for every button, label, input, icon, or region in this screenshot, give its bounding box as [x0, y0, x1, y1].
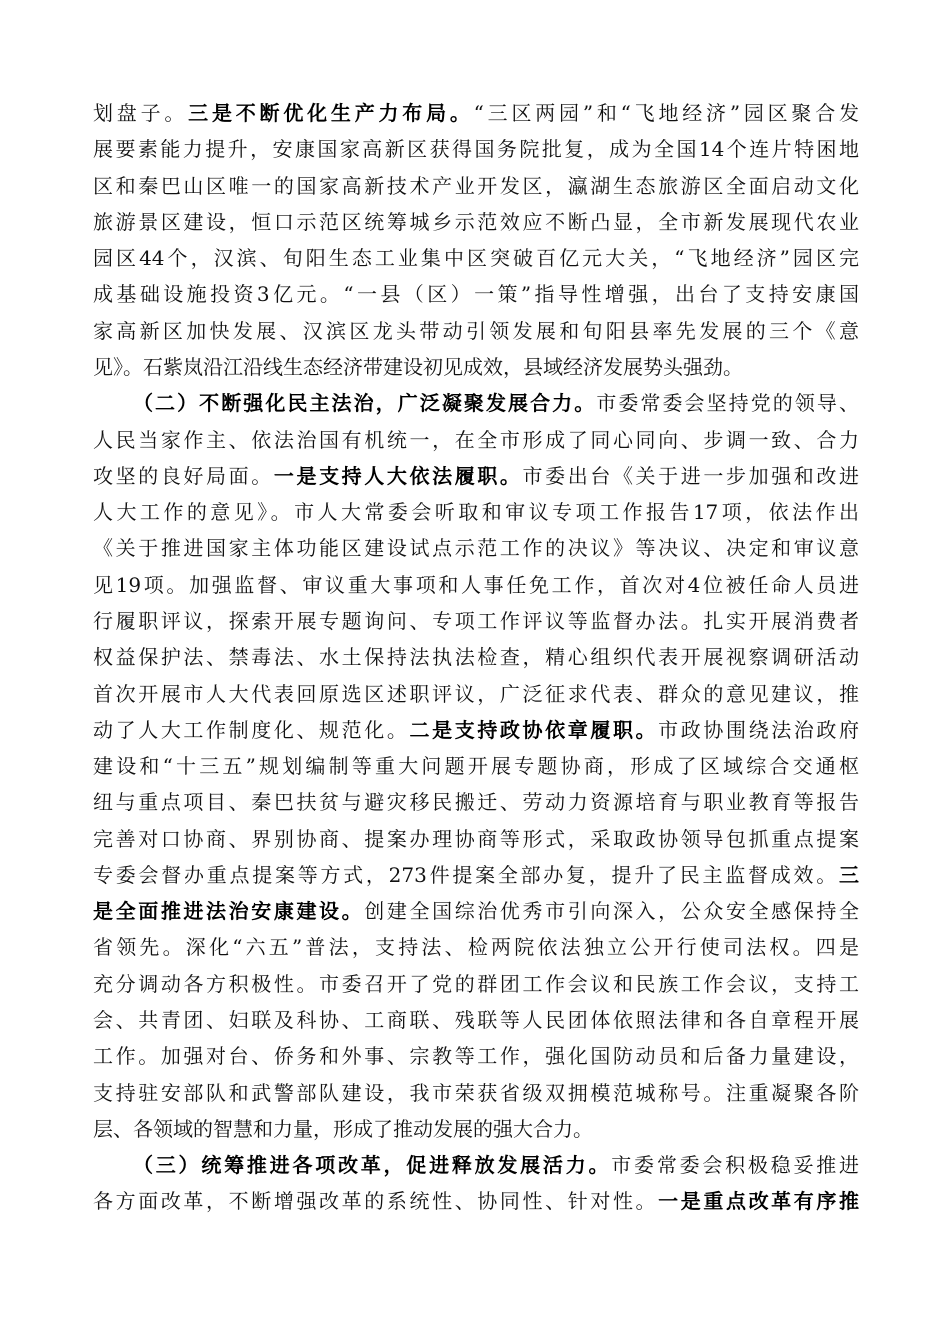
text-run: 完善对口协商、界别协商、提案办理协商等形式，采取政协领导包抓重点提案 — [93, 826, 859, 851]
text-run: 创建全国综治优秀市引向深入，公众安全感保持全 — [364, 899, 859, 924]
text-run: 支持驻安部队和武警部队建设，我市荣获省级双拥模范城称号。注重凝聚各阶 — [93, 1080, 859, 1105]
text-run: 展要素能力提升，安康国家高新区获得国务院批复，成为全国14个连片特困地 — [93, 137, 859, 162]
text-run: 市委出台《关于进一步加强和改进 — [522, 463, 859, 488]
text-run: 市委常委会积极稳妥推进 — [611, 1153, 859, 1178]
text-line — [93, 639, 859, 675]
text-run: 《关于推进国家主体功能区建设试点示范工作的决议》等决议、决定和审议意 — [93, 536, 859, 561]
text-run: 园区44个，汉滨、旬阳生态工业集中区突破百亿元大关，“飞地经济”园区完 — [93, 246, 859, 271]
text-run: 家高新区加快发展、汉滨区龙头带动引领发展和旬阳县率先发展的三个《意 — [93, 318, 859, 343]
text-run: 工作。加强对台、侨务和外事、宗教等工作，强化国防动员和后备力量建设， — [93, 1044, 859, 1069]
text-line — [93, 240, 859, 276]
text-line — [93, 1111, 859, 1147]
text-run: 首次开展市人大代表回原选区述职评议，广泛征求代表、群众的意见建议，推 — [93, 681, 859, 706]
text-run: “三区两园”和“飞地经济”园区聚合发 — [473, 101, 859, 125]
text-line — [93, 95, 859, 131]
bold-heading-run: （二）不断强化民主法治，广泛凝聚发展合力。 — [133, 391, 597, 416]
text-run: 划盘子。 — [93, 101, 189, 125]
text-run: 成基础设施投资3亿元。“一县（区）一策”指导性增强，出台了支持安康国 — [93, 282, 859, 307]
text-line — [93, 748, 859, 784]
text-line — [93, 530, 859, 566]
text-run: 区和秦巴山区唯一的国家高新技术产业开发区，瀛湖生态旅游区全面启动文化 — [93, 173, 859, 198]
text-run: 人大工作的意见》。市人大常委会听取和审议专项工作报告17项，依法作出 — [93, 500, 859, 525]
text-line — [93, 784, 859, 820]
bold-heading-run: 一是支持人大依法履职。 — [273, 463, 523, 488]
text-line — [93, 966, 859, 1002]
text-line — [93, 276, 859, 312]
text-line — [93, 204, 859, 240]
text-run: 市政协围绕法治政府 — [658, 717, 859, 742]
text-line — [93, 168, 859, 204]
text-line — [93, 422, 859, 458]
text-line — [93, 349, 859, 385]
text-line — [133, 1147, 859, 1183]
text-line — [93, 821, 859, 857]
text-run: 纽与重点项目、秦巴扶贫与避灾移民搬迁、劳动力资源培育与职业教育等报告 — [93, 790, 859, 815]
bold-heading-run: 一是重点改革有序推 — [658, 1189, 859, 1214]
bold-heading-run: 二是支持政协依章履职。 — [409, 717, 659, 742]
text-run: 会、共青团、妇联及科协、工商联、残联等人民团体依照法律和各自章程开展 — [93, 1008, 859, 1032]
text-line — [93, 603, 859, 639]
text-run: 攻坚的良好局面。 — [93, 463, 274, 488]
text-run: 充分调动各方积极性。市委召开了党的群团工作会议和民族工作会议，支持工 — [93, 971, 859, 996]
text-line — [133, 385, 859, 421]
text-line — [93, 712, 859, 748]
text-line — [93, 676, 859, 712]
text-run: 见》。石紫岚沿江沿线生态经济带建设初见成效，县域经济发展势头强劲。 — [93, 355, 743, 379]
text-run: 省领先。深化“六五”普法，支持法、检两院依法独立公开行使司法权。四是 — [93, 935, 859, 960]
text-line — [93, 131, 859, 167]
text-run: 人民当家作主、依法治国有机统一，在全市形成了同心同向、步调一致、合力 — [93, 427, 859, 452]
text-run: 建设和“十三五”规划编制等重大问题开展专题协商，形成了区域综合交通枢 — [93, 754, 859, 778]
text-run: 市委常委会坚持党的领导、 — [596, 391, 859, 416]
text-run: 见19项。加强监督、审议重大事项和人事任免工作，首次对4位被任命人员进 — [93, 572, 859, 597]
text-line — [93, 567, 859, 603]
text-line — [93, 494, 859, 530]
text-line — [93, 458, 859, 494]
text-line — [93, 857, 859, 893]
text-run: 旅游景区建设，恒口示范区统筹城乡示范效应不断凸显，全市新发展现代农业 — [93, 209, 859, 234]
text-run: 动了人大工作制度化、规范化。 — [93, 717, 410, 742]
bold-heading-run: 三 — [839, 862, 859, 887]
text-line — [93, 1183, 859, 1219]
text-line — [93, 1002, 859, 1038]
text-run: 行履职评议，探索开展专题询问、专项工作评议等监督办法。扎实开展消费者 — [93, 608, 859, 633]
text-line — [93, 1038, 859, 1074]
text-run: 专委会督办重点提案等方式，273件提案全部办复，提升了民主监督成效。 — [93, 862, 839, 887]
bold-heading-run: 三是不断优化生产力布局。 — [188, 101, 474, 125]
text-line — [93, 893, 859, 929]
text-line — [93, 313, 859, 349]
bold-heading-run: （三）统筹推进各项改革，促进释放发展活力。 — [133, 1153, 612, 1178]
text-line — [93, 929, 859, 965]
text-run: 各方面改革，不断增强改革的系统性、协同性、针对性。 — [93, 1189, 659, 1214]
text-run: 层、各领域的智慧和力量，形成了推动发展的强大合力。 — [93, 1116, 593, 1141]
bold-heading-run: 是全面推进法治安康建设。 — [93, 899, 365, 924]
text-line — [93, 1075, 859, 1111]
text-run: 权益保护法、禁毒法、水土保持法执法检查，精心组织代表开展视察调研活动 — [93, 645, 859, 670]
